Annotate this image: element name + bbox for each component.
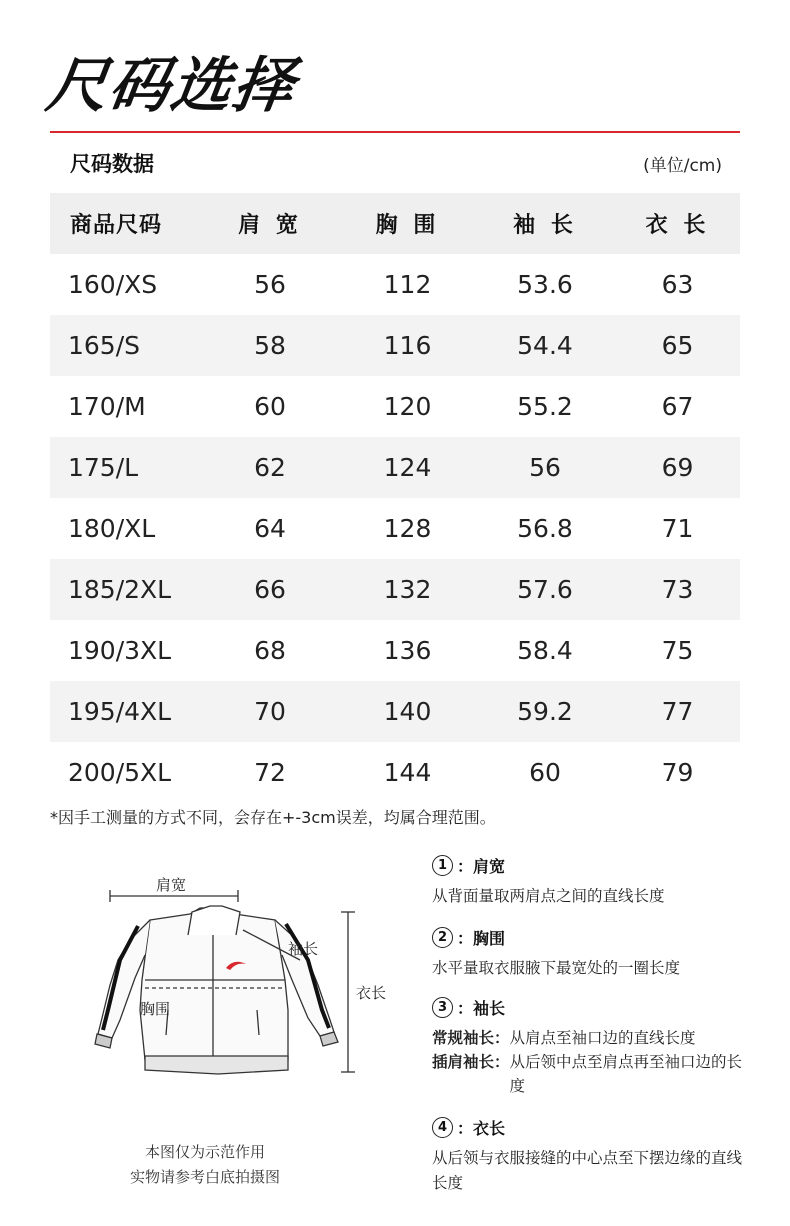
cell-chest: 124 <box>383 453 432 482</box>
cell-chest: 132 <box>383 575 432 604</box>
cell-size: 170/M <box>68 392 146 421</box>
cell-size: 200/5XL <box>68 758 172 787</box>
cell-size: 190/3XL <box>68 636 172 665</box>
circled-number-1: 1 <box>432 855 453 876</box>
definition-chest <box>432 924 752 981</box>
cell-length: 65 <box>661 331 694 360</box>
definition-body: 水平量取衣服腋下最宽处的一圈长度 <box>432 959 681 977</box>
caption-line-1: 本图仅为示范作用 <box>144 1143 265 1161</box>
definition-title: ：衣长 <box>457 1118 506 1138</box>
unit-label: (单位/cm) <box>643 156 722 176</box>
circled-number-4: 4 <box>432 1117 453 1138</box>
cell-chest: 116 <box>383 331 432 360</box>
cell-shoulder: 66 <box>254 575 286 604</box>
label-chest: 胸围 <box>140 1000 171 1018</box>
cell-chest: 120 <box>383 392 432 421</box>
cell-sleeve: 60 <box>529 758 561 787</box>
cell-shoulder: 58 <box>254 331 286 360</box>
label-length: 衣长 <box>356 984 387 1002</box>
cell-length: 63 <box>661 270 694 299</box>
cell-sleeve: 55.2 <box>517 392 573 421</box>
page-title: 尺码选择 <box>42 51 301 121</box>
jacket-diagram <box>50 860 420 1090</box>
definition-title: ：胸围 <box>457 928 506 948</box>
table-row <box>50 498 740 559</box>
caption-line-2: 实物请参考白底拍摄图 <box>129 1168 280 1186</box>
cell-length: 77 <box>661 697 694 726</box>
table-header-row <box>50 193 740 254</box>
table-row <box>50 437 740 498</box>
cell-length: 71 <box>661 514 694 543</box>
cell-shoulder: 60 <box>254 392 286 421</box>
table-row <box>50 376 740 437</box>
cell-size: 160/XS <box>68 270 158 299</box>
definition-body: 从背面量取两肩点之间的直线长度 <box>432 887 665 905</box>
cell-chest: 140 <box>383 697 432 726</box>
cell-sleeve: 53.6 <box>517 270 573 299</box>
cell-size: 165/S <box>68 331 141 360</box>
header-size: 商品尺码 <box>70 213 163 238</box>
table-row <box>50 559 740 620</box>
table-row <box>50 315 740 376</box>
cell-size: 175/L <box>68 453 139 482</box>
cell-chest: 144 <box>383 758 432 787</box>
cell-length: 75 <box>661 636 694 665</box>
jacket-illustration <box>50 860 420 1090</box>
label-shoulder: 肩宽 <box>156 876 187 894</box>
title-divider <box>50 131 740 133</box>
table-row <box>50 620 740 681</box>
label-sleeve: 袖长 <box>288 940 319 958</box>
section-title: 尺码数据 <box>70 152 154 176</box>
size-table <box>50 193 740 803</box>
sleeve-raglan-label: 插肩袖长： <box>432 1053 510 1071</box>
definition-shoulder <box>432 852 752 909</box>
cell-chest: 112 <box>383 270 432 299</box>
cell-shoulder: 56 <box>254 270 286 299</box>
definition-title: ：袖长 <box>457 998 506 1018</box>
definition-length <box>432 1114 752 1196</box>
cell-sleeve: 58.4 <box>517 636 573 665</box>
table-row <box>50 681 740 742</box>
cell-shoulder: 64 <box>254 514 286 543</box>
diagram-caption <box>60 1140 350 1190</box>
header-length: 衣 长 <box>645 213 710 238</box>
cell-sleeve: 57.6 <box>517 575 573 604</box>
sleeve-raglan-text: 从后领中点至肩点再至袖口边的长度 <box>509 1053 743 1095</box>
cell-size: 180/XL <box>68 514 156 543</box>
cell-sleeve: 54.4 <box>517 331 573 360</box>
sleeve-regular-label: 常规袖长： <box>432 1029 510 1047</box>
sleeve-regular-text: 从肩点至袖口边的直线长度 <box>509 1029 696 1047</box>
cell-length: 67 <box>661 392 694 421</box>
definition-title: ：肩宽 <box>457 856 506 876</box>
table-row <box>50 254 740 315</box>
cell-chest: 128 <box>383 514 432 543</box>
cell-length: 73 <box>661 575 694 604</box>
cell-sleeve: 56.8 <box>517 514 573 543</box>
circled-number-2: 2 <box>432 927 453 948</box>
cell-sleeve: 56 <box>529 453 561 482</box>
cell-size: 185/2XL <box>68 575 172 604</box>
cell-chest: 136 <box>383 636 432 665</box>
header-chest: 胸 围 <box>375 213 440 238</box>
cell-size: 195/4XL <box>68 697 172 726</box>
cell-length: 69 <box>661 453 694 482</box>
cell-shoulder: 68 <box>254 636 286 665</box>
table-row <box>50 742 740 803</box>
definition-body: 从后领与衣服接缝的中心点至下摆边缘的直线长度 <box>432 1149 743 1192</box>
circled-number-3: 3 <box>432 997 453 1018</box>
cell-shoulder: 70 <box>254 697 286 726</box>
cell-sleeve: 59.2 <box>517 697 573 726</box>
definition-sleeve <box>432 994 752 1098</box>
header-sleeve: 袖 长 <box>513 213 577 238</box>
cell-length: 79 <box>661 758 694 787</box>
measurement-note: *因手工测量的方式不同，会存在+-3cm误差，均属合理范围。 <box>50 808 496 827</box>
cell-shoulder: 62 <box>254 453 286 482</box>
cell-shoulder: 72 <box>254 758 286 787</box>
header-shoulder: 肩 宽 <box>238 213 302 238</box>
